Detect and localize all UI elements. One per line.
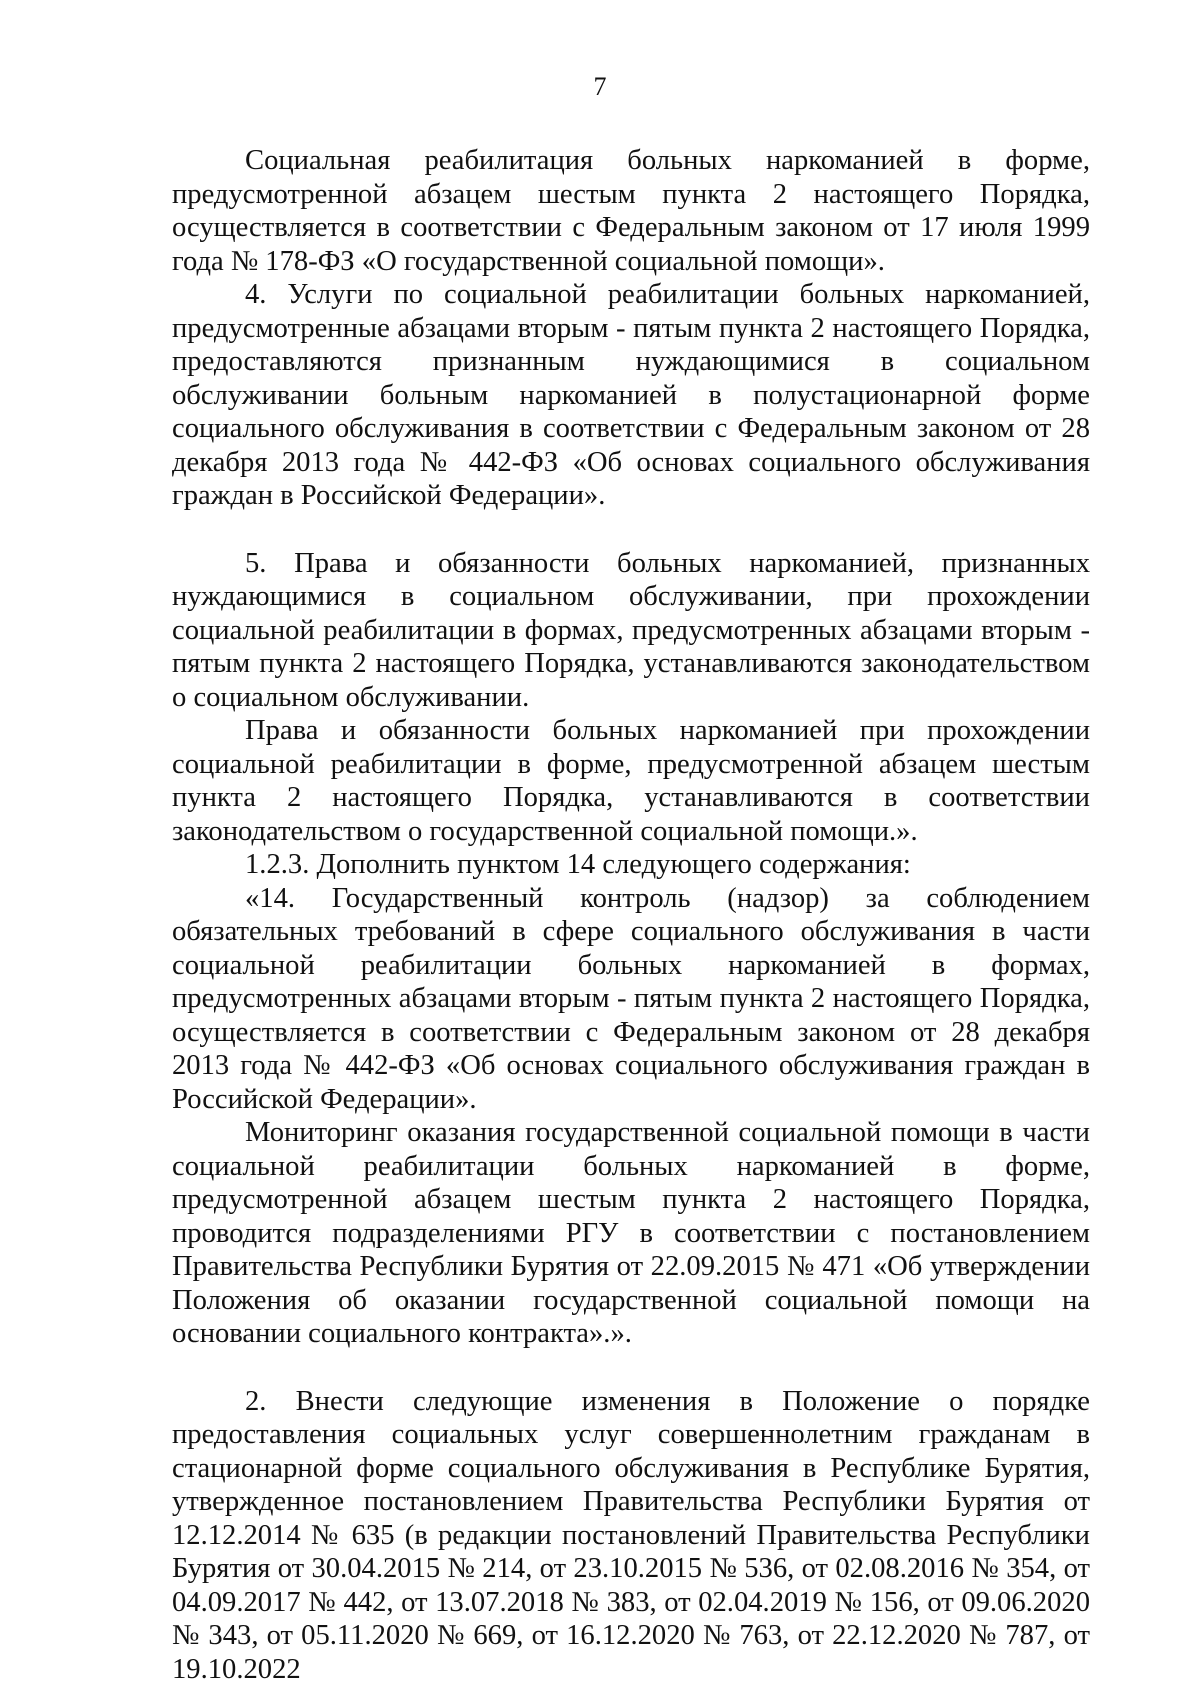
paragraph-rights-duties: Права и обязанности больных наркоманией при прохождении социальной реабилитации в форме, предусмотренной абзацем шестым пункта 2 настоящего Порядка, устанавливаются в соответствии законодательством о государственной социальной помощи.». [172, 715, 1090, 847]
paragraph-item-14: «14. Государственный контроль (надзор) за соблюдением обязательных требований в сфере социального обслуживания в части социальной реабилитации больных наркоманией в формах, предусмотренных абзацами вторым - пятым пункта 2 настоящего Порядка, осуществляется в соответствии с Федеральным законом от 28 декабря 2013 года № 442-ФЗ «Об основах социального обслуживания граждан в Российской Федерации». [172, 882, 1090, 1115]
paragraph-1-2-3: 1.2.3. Дополнить пунктом 14 следующего содержания: [245, 849, 911, 880]
paragraph-social-rehab-form: Социальная реабилитация больных наркоманией в форме, предусмотренной абзацем шестым пункта 2 настоящего Порядка, осуществляется в соответствии с Федеральным законом от 17 июля 1999 года № 178-ФЗ «О государственной социальной помощи». [172, 145, 1090, 277]
paragraph-monitoring: Мониторинг оказания государственной социальной помощи в части социальной реабилитации больных наркоманией в форме, предусмотренной абзацем шестым пункта 2 настоящего Порядка, проводится подразделениями РГУ в соответствии с постановлением Правительства Республики Бурятия от 22.09.2015 № 471 «Об утверждении Положения об оказании государственной социальной помощи на основании социального контракта».». [172, 1117, 1090, 1349]
paragraph-item-2-amendments: 2. Внести следующие изменения в Положение о порядке предоставления социальных услуг совершеннолетним гражданам в стационарной форме социального обслуживания в Республике Бурятия, утвержденное постановлением Правительства Республики Бурятия от 12.12.2014 № 635 (в редакции постановлений Правительства Республики Бурятия от 30.04.2015 № 214, от 23.10.2015 № 536, от 02.08.2016 № 354, от 04.09.2017 № 442, от 13.07.2018 № 383, от 02.04.2019 № 156, от 09.06.2020 № 343, от 05.11.2020 № 669, от 16.12.2020 № 763, от 22.12.2020 № 787, от 19.10.2022 [172, 1385, 1090, 1685]
page-number: 7 [593, 72, 607, 101]
paragraph-item-4: 4. Услуги по социальной реабилитации больных наркоманией, предусмотренные абзацами вторым - пятым пункта 2 настоящего Порядка, предоставляются признанным нуждающимися в социальном обслуживании больным наркоманией в полустационарной форме социального обслуживания в соответствии с Федеральным законом от 28 декабря 2013 года № 442-ФЗ «Об основах социального обслуживания граждан в Российской Федерации». [172, 279, 1090, 511]
paragraph-item-5: 5. Права и обязанности больных наркоманией, признанных нуждающимися в социальном обслуживании, при прохождении социальной реабилитации в формах, предусмотренных абзацами вторым - пятым пункта 2 настоящего Порядка, устанавливаются законодательством о социальном обслуживании. [172, 547, 1090, 713]
document-body [172, 144, 1090, 1686]
